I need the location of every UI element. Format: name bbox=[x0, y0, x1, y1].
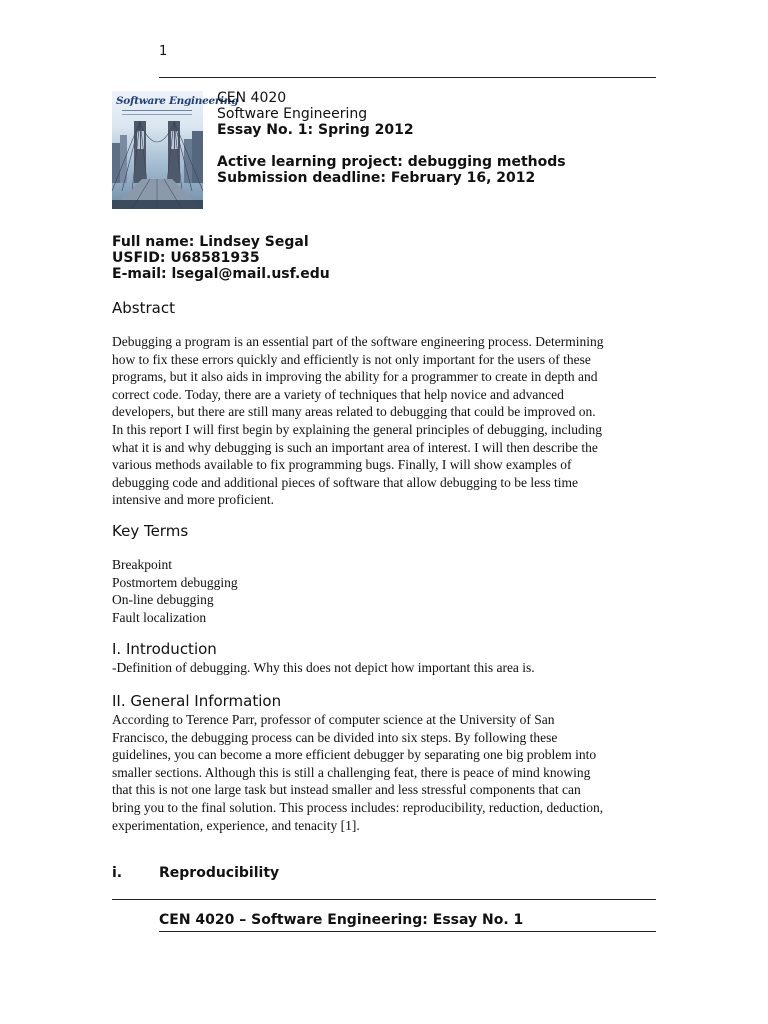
key-term-item: On-line debugging bbox=[112, 592, 214, 607]
key-terms-list bbox=[112, 556, 238, 626]
introduction-text: -Definition of debugging. Why this does not depict how important this area is. bbox=[112, 660, 535, 675]
subsection-title: Reproducibility bbox=[159, 865, 280, 881]
essay-title: Essay No. 1: Spring 2012 bbox=[217, 122, 414, 138]
subsection-number: i. bbox=[112, 865, 123, 881]
key-term-item: Fault localization bbox=[112, 609, 207, 625]
footer-rule-top bbox=[112, 899, 656, 900]
key-term-item: Breakpoint bbox=[112, 557, 172, 572]
general-information-text: According to Terence Parr, professor of computer science at the University of San Francisco, the debugging process can be divided into six steps. By following these guidelines, you can become a more efficient debugger by separating one big problem into smaller sections. Although this is still a challenging feat, there is peace of mind knowing that this is not one large task but instead smaller and less stressful components that can bring you to the final solution. This process includes: reproducibility, reduction, deduction, experimentation, experience, and tenacity [1]. bbox=[112, 712, 604, 833]
project-title: Active learning project: debugging methods bbox=[217, 154, 566, 170]
bridge-illustration bbox=[112, 91, 203, 209]
submission-deadline: Submission deadline: February 16, 2012 bbox=[217, 170, 536, 186]
introduction-heading: I. Introduction bbox=[112, 640, 217, 658]
key-term-item: Postmortem debugging bbox=[112, 574, 238, 590]
abstract-text: Debugging a program is an essential part of the software engineering process. Determining how to fix these errors quickly and efficiently is not only important for the users of these programs, but it also aids in improving the ability for a programmer to create in depth and correct code. Today, there are a variety of techniques that help novice and advanced developers, but there are still many areas related to debugging that could be improved on. In this report I will first begin by explaining the general principles of debugging, including what it is and why debugging is such an important area of interest. I will then describe the various methods available to fix programming bugs. Finally, I will show examples of debugging code and additional pieces of software that allow debugging to be less time intensive and more proficient. bbox=[112, 334, 604, 508]
abstract-heading: Abstract bbox=[112, 299, 175, 317]
course-name: Software Engineering bbox=[217, 106, 368, 122]
author-info bbox=[112, 234, 330, 282]
page-number: 1 bbox=[159, 44, 168, 59]
course-code: CEN 4020 bbox=[217, 90, 287, 106]
footer-rule-bottom bbox=[159, 931, 656, 932]
course-header bbox=[217, 90, 566, 186]
author-usfid: USFID: U68581935 bbox=[112, 250, 260, 266]
author-email: E-mail: lsegal@mail.usf.edu bbox=[112, 266, 330, 282]
header-rule bbox=[159, 77, 656, 78]
book-cover-image bbox=[112, 91, 239, 209]
key-terms-heading: Key Terms bbox=[112, 522, 189, 540]
footer-text: CEN 4020 – Software Engineering: Essay No. 1 bbox=[159, 912, 524, 928]
book-cover-title: Software Engineering bbox=[116, 95, 239, 107]
general-information-heading: II. General Information bbox=[112, 692, 282, 710]
author-full-name: Full name: Lindsey Segal bbox=[112, 234, 309, 250]
